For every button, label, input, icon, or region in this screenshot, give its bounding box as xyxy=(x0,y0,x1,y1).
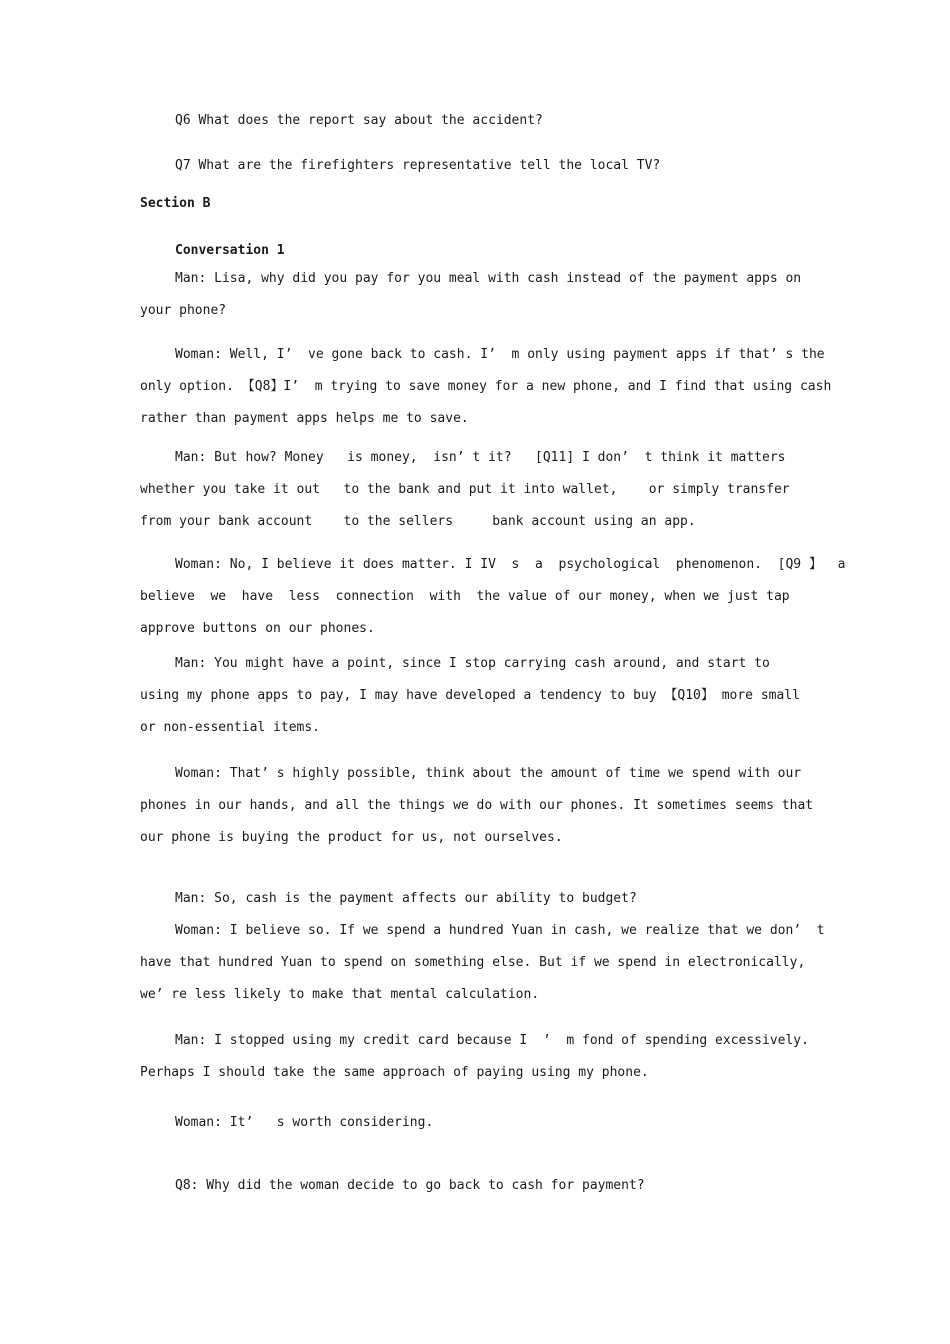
conversation-title: Conversation 1 xyxy=(175,243,285,258)
dialogue-line: Woman: It’ s worth considering. xyxy=(175,1115,434,1130)
dialogue-line: rather than payment apps helps me to save. xyxy=(140,411,469,426)
dialogue-line: Man: Lisa, why did you pay for you meal with cash instead of the payment apps on xyxy=(175,271,802,286)
section-title: Section B xyxy=(140,196,211,211)
dialogue-line: have that hundred Yuan to spend on something else. But if we spend in electronically, xyxy=(140,955,806,970)
dialogue-line: only option. 【Q8】I’ m trying to save money for a new phone, and I find that using cash xyxy=(140,379,832,394)
dialogue-line: Man: I stopped using my credit card because I ’ m fond of spending excessively. xyxy=(175,1033,809,1048)
question-q8: Q8: Why did the woman decide to go back to cash for payment? xyxy=(175,1178,645,1193)
dialogue-line: whether you take it out to the bank and put it into wallet, or simply transfer xyxy=(140,482,790,497)
dialogue-line: Woman: No, I believe it does matter. I IV s a psychological phenomenon. [Q9 】 a xyxy=(175,557,846,572)
dialogue-line: Woman: I believe so. If we spend a hundred Yuan in cash, we realize that we don’ t xyxy=(175,923,825,938)
dialogue-line: our phone is buying the product for us, not ourselves. xyxy=(140,830,563,845)
dialogue-line: from your bank account to the sellers bank account using an app. xyxy=(140,514,696,529)
dialogue-line: Man: You might have a point, since I stop carrying cash around, and start to xyxy=(175,656,770,671)
dialogue-line: phones in our hands, and all the things we do with our phones. It sometimes seems that xyxy=(140,798,814,813)
dialogue-line: using my phone apps to pay, I may have developed a tendency to buy 【Q10】 more small xyxy=(140,688,800,703)
question-q7: Q7 What are the firefighters representative tell the local TV? xyxy=(175,158,661,173)
dialogue-line: or non-essential items. xyxy=(140,720,321,735)
question-q6: Q6 What does the report say about the accident? xyxy=(175,113,543,128)
dialogue-line: we’ re less likely to make that mental calculation. xyxy=(140,987,540,1002)
dialogue-line: your phone? xyxy=(140,303,227,318)
dialogue-line: Man: So, cash is the payment affects our ability to budget? xyxy=(175,891,637,906)
dialogue-line: Woman: That’ s highly possible, think about the amount of time we spend with our xyxy=(175,766,802,781)
dialogue-line: approve buttons on our phones. xyxy=(140,621,375,636)
dialogue-line: believe we have less connection with the value of our money, when we just tap xyxy=(140,589,790,604)
dialogue-line: Man: But how? Money is money, isn’ t it? [Q11] I don’ t think it matters xyxy=(175,450,786,465)
dialogue-line: Woman: Well, I’ ve gone back to cash. I’ m only using payment apps if that’ s the xyxy=(175,347,825,362)
dialogue-line: Perhaps I should take the same approach of paying using my phone. xyxy=(140,1065,649,1080)
